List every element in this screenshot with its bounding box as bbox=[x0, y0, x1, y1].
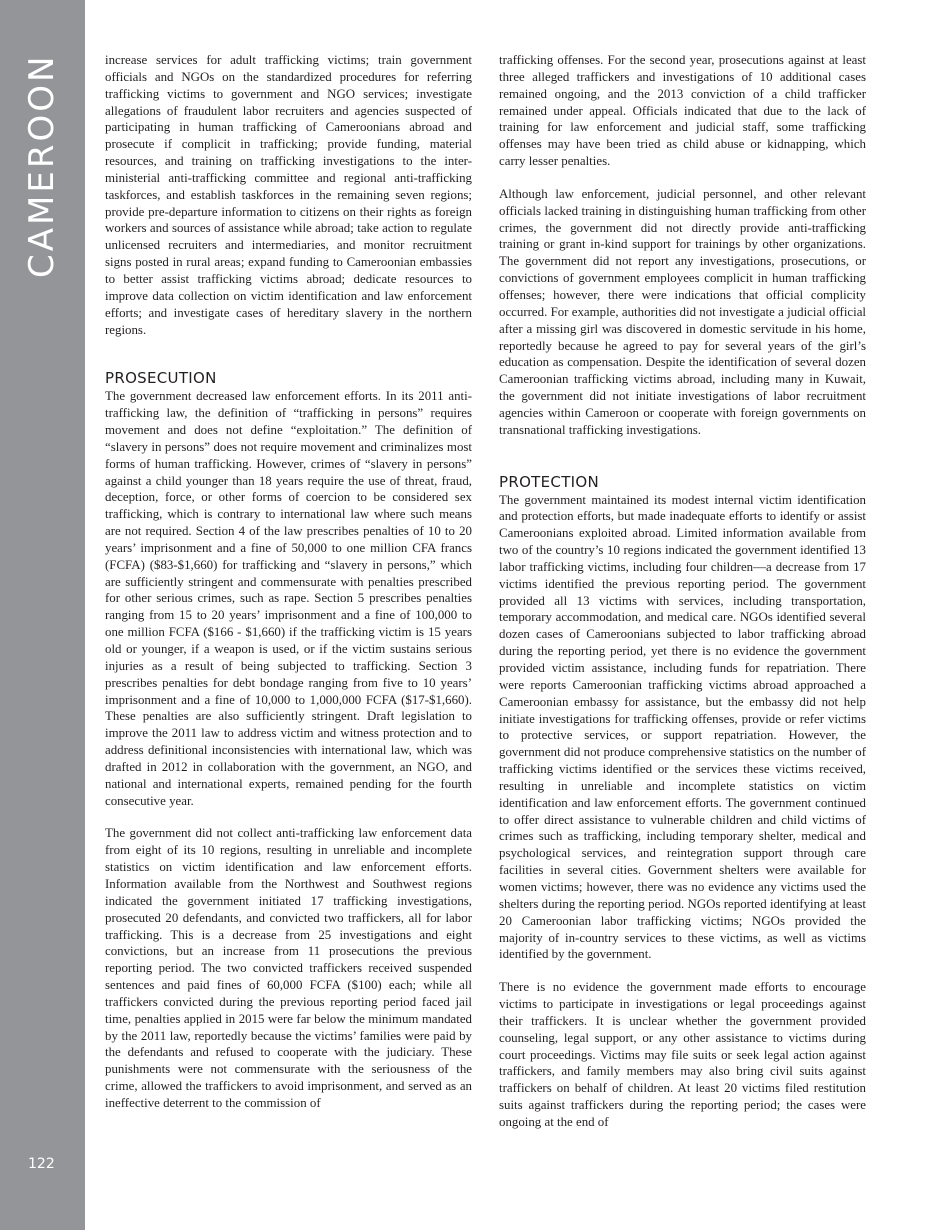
prosecution-continuation-paragraph: trafficking offenses. For the second year, prosecutions against at least three alleged traffickers and investigations of 10 additional cases remained ongoing, and the 2013 conviction of a child trafficker remained under appeal. Officials indicated that due to the lack of training for law enforcement and judicial staff, some trafficking offenses may have been tried as child abuse or kidnapping, which carry lesser penalties. bbox=[499, 53, 866, 169]
training-complicity-paragraph: Although law enforcement, judicial personnel, and other relevant officials lacked training in distinguishing human trafficking from other crimes, the government did not directly provide anti-trafficking training or grant in-kind support for trainings by other organizations. The government did not report any investigations, prosecutions, or convictions of government employees complicit in human trafficking offenses; however, there were indications that official complicity occurred. For example, authorities did not investigate a judicial official after a missing girl was discovered in domestic servitude in his home, reportedly because he agreed to pay for several years of the girl’s education as compensation. Despite the identification of several dozen Cameroonian trafficking victims abroad, including many in Kuwait, the government did not initiate investigations of labor recruitment agencies within Cameroon or cooperate with foreign governments on transnational trafficking investigations. bbox=[499, 186, 866, 437]
prosecution-paragraph-1: The government decreased law enforcement efforts. In its 2011 anti-trafficking law, the definition of “trafficking in persons” requires movement and does not define “exploitation.” The definition of “slavery in persons” does not require movement and criminalizes most forms of human trafficking. However, crimes of “slavery in persons” against a child younger than 18 years require the use of threat, fraud, deception, force, or other forms of coercion to be considered sex trafficking, which is contrary to international law where such means are not required. Section 4 of the law prescribes penalties of 10 to 20 years’ imprisonment and a fine of 50,000 to one million CFA francs (FCFA) ($83-$1,660) for trafficking and “slavery in persons,” which are sufficiently stringent and commensurate with penalties prescribed for other serious crimes, such as rape. Section 5 prescribes penalties ranging from 15 to 20 years’ imprisonment and a fine of 100,000 to one million FCFA ($166 - $1,660) if the trafficking victim is 15 years old or younger, if a weapon is used, or if the victim sustains serious injuries as a result of being subjected to trafficking. Section 3 prescribes penalties for debt bondage ranging from five to 10 years’ imprisonment and a fine of 10,000 to 1,000,000 FCFA ($17-$1,660). These penalties are also sufficiently stringent. Draft legislation to improve the 2011 law to address victim and witness protection and to address definitional inconsistencies with international law, which was drafted in 2012 in collaboration with the government, an NGO, and national and international experts, remained pending for the fourth consecutive year. bbox=[105, 389, 472, 808]
prosecution-heading: PROSECUTION bbox=[105, 369, 217, 388]
protection-paragraph-1: The government maintained its modest internal victim identification and protection efforts, but made inadequate efforts to identify or assist Cameroonians exploited abroad. Limited information available from two of the country’s 10 regions indicated the government identified 13 labor trafficking victims, including four children—a decrease from 17 victims identified the previous reporting period. The government provided all 13 victims with services, including transportation, temporary accommodation, and medical care. NGOs identified several dozen cases of Cameroonians subjected to labor trafficking abroad during the reporting period, yet there is no evidence the government provided victim assistance, including funds for repatriation. There were reports Cameroonian trafficking victims abroad approached a Cameroonian embassy for assistance, but the embassy did not help initiate investigations for trafficking offenses, provide or refer victims to protective services, or support repatriation. However, the government did not produce comprehensive statistics on the number of trafficking victims identified or the services these victims received, resulting in unreliable and incomplete statistics on victim identification and law enforcement efforts. The government continued to offer direct assistance to vulnerable children and child victims of crimes such as trafficking, including temporary shelter, medical and psychological services, and reintegration support through care facilities in several cities. Government shelters were available for women victims; however, there was no evidence any victims used the shelters during the reporting period. NGOs reported identifying at least 20 Cameroonian labor trafficking victims; NGOs provided the majority of in-country services to these victims, as well as victims identified by the government. bbox=[499, 492, 866, 962]
sidebar bbox=[0, 0, 85, 1230]
country-title: CAMEROON bbox=[22, 53, 62, 278]
left-column bbox=[105, 52, 472, 1128]
prosecution-paragraph-2: The government did not collect anti-trafficking law enforcement data from eight of its 10 regions, resulting in unreliable and incomplete statistics on victim identification and law enforcement efforts. Information available from the Northwest and Southwest regions indicated the government initiated 17 trafficking investigations, prosecuted 20 defendants, and convicted two traffickers, all for labor trafficking. This is a decrease from 25 investigations and eight convictions, but an increase from 11 prosecutions the previous reporting period. The two convicted traffickers received suspended sentences and paid fines of 60,000 FCFA ($100) each; while all traffickers convicted during the previous reporting period faced jail time, penalties applied in 2015 were far below the minimum mandated by the 2011 law, reportedly because the victims’ families were paid by the defendants and refused to cooperate with the judiciary. These punishments were not commensurate with the seriousness of the crime, allowed the traffickers to avoid imprisonment, and served as an ineffective deterrent to the commission of bbox=[105, 826, 472, 1110]
recommendations-paragraph: increase services for adult trafficking victims; train government officials and NGOs on the standardized procedures for referring trafficking victims to government and NGO services; investigate allegations of fraudulent labor recruiters and agencies suspected of participating in human trafficking of Cameroonians abroad and prosecute if complicit in trafficking; provide funding, material resources, and training on trafficking investigations to the inter-ministerial anti-trafficking committee and regional anti-trafficking taskforces, and establish taskforces in the remaining seven regions; provide pre-departure information to citizens on their rights as foreign workers and sources of assistance while abroad; take action to regulate unlicensed recruiters and intermediaries, and monitor recruitment signs posted in rural areas; expand funding to Cameroonian embassies to better assist trafficking victims abroad; dedicate resources to improve data collection on victim identification and law enforcement efforts; and investigate cases of hereditary slavery in the northern regions. bbox=[105, 53, 472, 337]
page-number: 122 bbox=[28, 1156, 55, 1172]
right-column bbox=[499, 52, 866, 1147]
protection-heading: PROTECTION bbox=[499, 472, 600, 491]
protection-paragraph-2: There is no evidence the government made efforts to encourage victims to participate in investigations or legal proceedings against their traffickers. It is unclear whether the government provided counseling, legal support, or any other assistance to victims during court proceedings. Victims may file suits or seek legal action against traffickers, and family members may also bring civil suits against traffickers on behalf of children. At least 20 victims filed restitution suits against traffickers during the reporting period; the cases were ongoing at the end of bbox=[499, 980, 866, 1129]
